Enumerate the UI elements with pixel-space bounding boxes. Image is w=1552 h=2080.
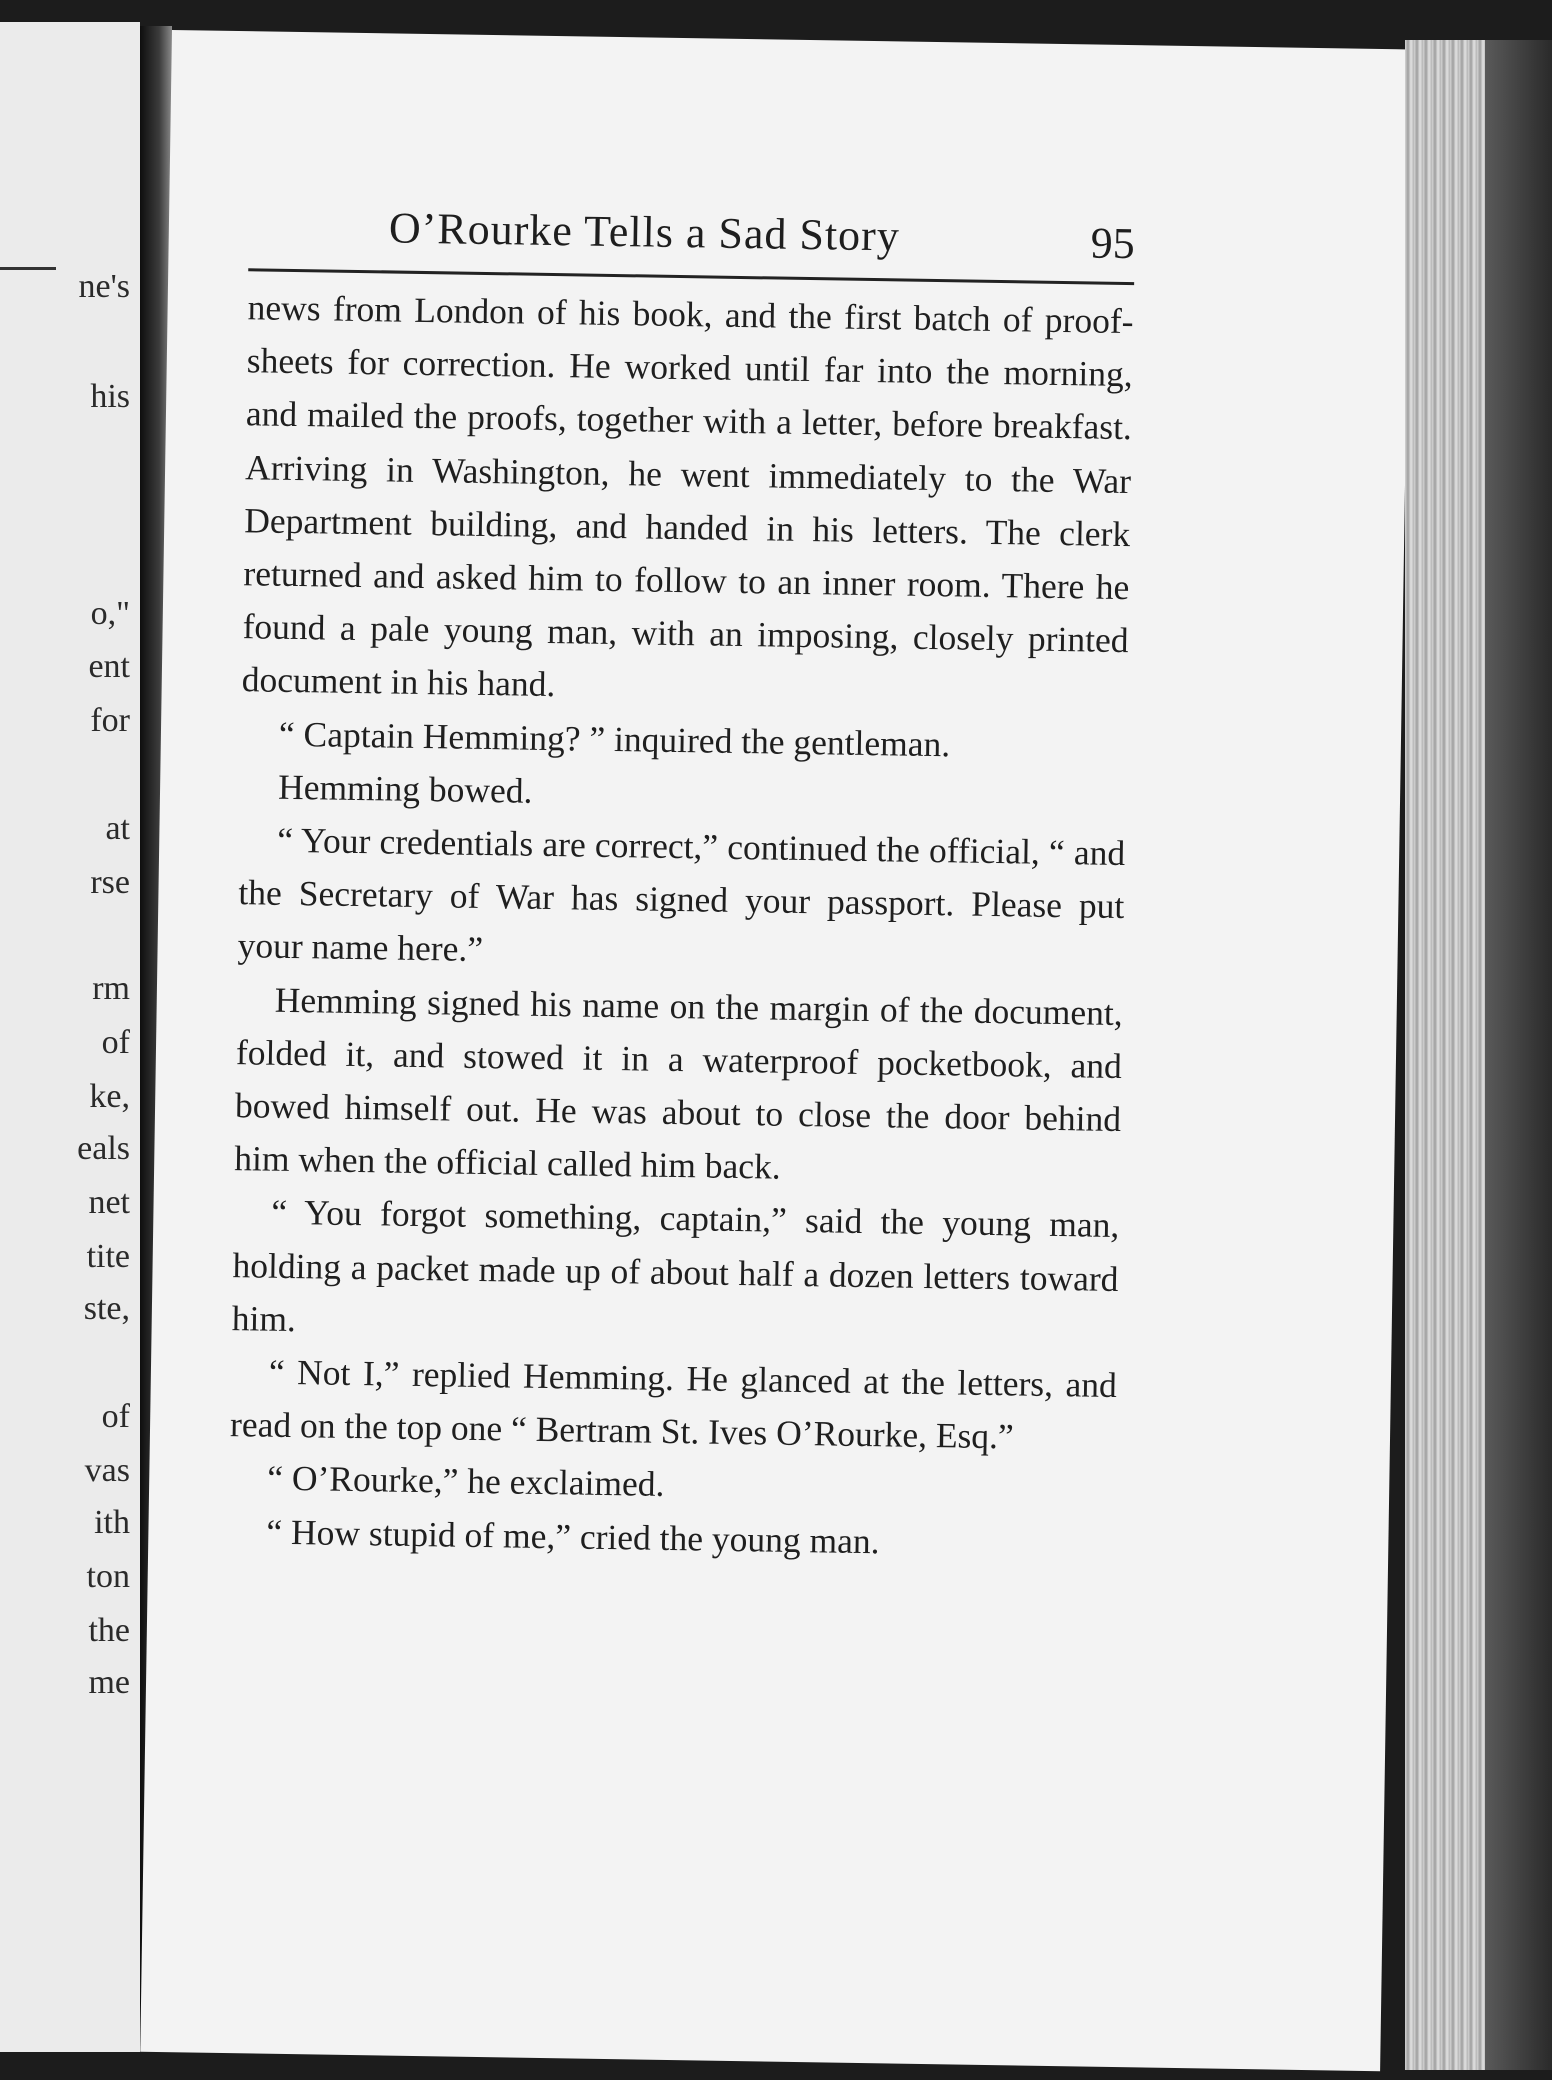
paragraph: news from London of his book, and the first batch of proof-sheets for correction. He worked until far into the morning, and mailed the proofs, together with a letter, before breakfast. Arriving in Washington, he went immediately to the War Department building, and handed in his letters. The clerk returned and asked him to follow to an inner room. There he found a pale young man, with an imposing, closely printed document in his hand. [241,287,1134,705]
page-number: 95 [1090,218,1136,269]
left-page-fragment: rse [90,864,130,901]
left-page-fragment: ith [94,1504,130,1541]
paragraph: “ Not I,” replied Hemming. He glanced at the letters, and read on the top one “ Bertram St. Ives O’Rourke, Esq.” [229,1351,1118,1457]
left-page-fragment: eals [77,1130,130,1167]
body-text [228,281,1134,1572]
right-page [140,30,1412,2071]
left-page-fragment: ton [86,1558,130,1595]
paragraph: “ How stupid of me,” cried the young man. [266,1511,880,1561]
left-page-fragment: of [101,1024,130,1061]
page-header [248,196,1135,285]
left-page-fragment: his [90,378,130,415]
left-page-fragment: of [101,1398,130,1435]
left-page-fragment: rm [92,970,130,1007]
paragraph: “ Your credentials are correct,” continued the official, “ and the Secretary of War has signed your passport. Please put your name here.” [237,819,1126,970]
paragraph: Hemming bowed. [277,766,533,811]
left-page-fragment: ne's [78,268,130,305]
left-page-fragment: me [88,1664,130,1701]
paragraph: “ You forgot something, captain,” said the young man, holding a packet made up of about half a dozen letters toward him. [231,1192,1120,1339]
left-page-fragment: ke, [89,1078,130,1115]
left-page-fragment: ste, [83,1290,130,1327]
left-page-fragment: the [88,1612,130,1649]
left-page-fragment: tite [86,1238,130,1275]
paragraph: “ O’Rourke,” he exclaimed. [266,1458,665,1505]
book-cover-edge [1485,40,1552,2070]
left-page-fragment: ent [88,648,130,685]
page-edges [1405,40,1552,2070]
left-page-fragment: net [88,1184,130,1221]
left-page-fragment: for [90,702,130,739]
left-page-fragment: vas [84,1452,130,1489]
paragraph: “ Captain Hemming? ” inquired the gentleman. [278,713,951,764]
paragraph: Hemming signed his name on the margin of the document, folded it, and stowed it in a waterproof pocketbook, and bowed himself out. He was about to close the door behind him when the official called him back. [233,979,1123,1187]
left-page [0,22,140,2052]
left-page-rule [0,267,56,270]
left-page-fragment: o," [90,595,130,632]
running-head: O’Rourke Tells a Sad Story [388,203,901,261]
left-page-fragment: at [105,810,130,847]
